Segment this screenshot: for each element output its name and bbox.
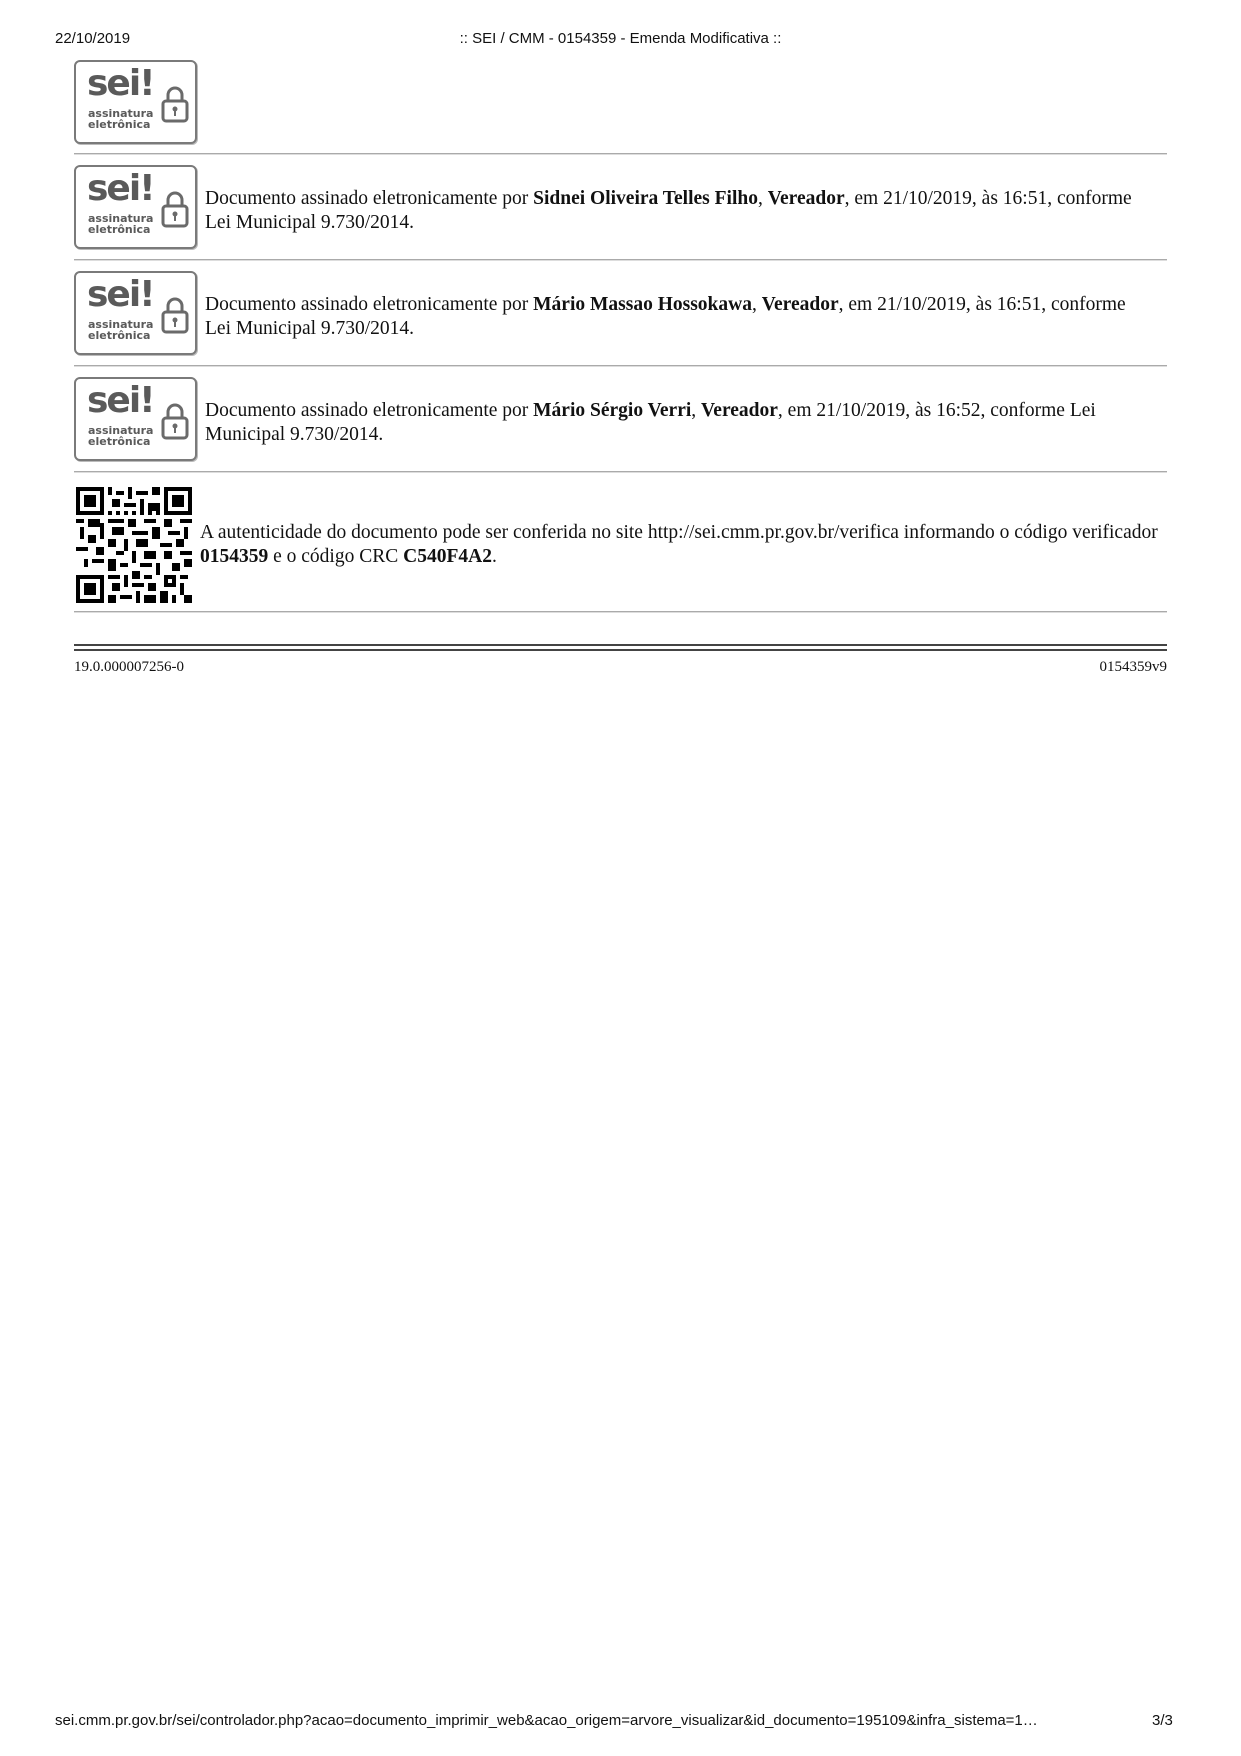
lock-icon — [160, 295, 190, 335]
verification-code: 0154359 — [200, 546, 269, 567]
signature-block-partial — [74, 60, 1167, 144]
signature-block — [74, 377, 1167, 461]
print-date: 22/10/2019 — [55, 30, 131, 47]
lock-icon — [160, 189, 190, 229]
footer-url: sei.cmm.pr.gov.br/sei/controlador.php?acao=documento_imprimir_web&acao_origem=arvore_visualizar&id_documento=195109&infra_sistema=1… — [55, 1712, 1038, 1729]
lock-icon — [160, 84, 190, 124]
separator — [74, 365, 1167, 366]
sei-logo: sei! — [87, 380, 154, 421]
separator — [74, 153, 1167, 154]
separator — [74, 259, 1167, 260]
verification-text: A autenticidade do documento pode ser conferida no site http://sei.cmm.pr.gov.br/verifica informando o código verificador 0154359 e o código CRC C540F4A2. — [200, 522, 1158, 567]
sei-seal-caption: assinatura eletrônica — [88, 318, 154, 342]
signer-role: Vereador — [701, 400, 778, 421]
sei-seal-caption: assinatura eletrônica — [88, 212, 154, 236]
sei-seal — [74, 271, 197, 355]
separator — [74, 471, 1167, 472]
separator — [74, 611, 1167, 612]
signature-text: Documento assinado eletronicamente por Mário Sérgio Verri, Vereador, em 21/10/2019, às 16:52, conforme Lei Municipal 9.730/2014. — [205, 400, 1096, 445]
sei-logo: sei! — [87, 63, 154, 104]
sei-seal — [74, 377, 197, 461]
verification-block — [74, 485, 1167, 605]
sei-seal-caption: assinatura eletrônica — [88, 107, 154, 131]
sei-logo: sei! — [87, 274, 154, 315]
lock-icon — [160, 401, 190, 441]
crc-code: C540F4A2 — [403, 546, 492, 567]
signer-role: Vereador — [767, 188, 845, 209]
signer-name: Mário Sérgio Verri — [533, 400, 692, 421]
document-version: 0154359v9 — [1099, 659, 1167, 675]
sei-seal — [74, 60, 197, 144]
signature-block — [74, 271, 1167, 355]
signature-text: Documento assinado eletronicamente por Mário Massao Hossokawa, Vereador, em 21/10/2019, às 16:51, conforme Lei Municipal 9.730/2014. — [205, 294, 1126, 339]
signer-name: Mário Massao Hossokawa — [533, 294, 752, 315]
sei-seal — [74, 165, 197, 249]
qr-code-icon — [76, 487, 192, 603]
double-rule — [74, 644, 1167, 651]
signature-text: Documento assinado eletronicamente por Sidnei Oliveira Telles Filho, Vereador, em 21/10/2019, às 16:51, conforme Lei Municipal 9.730/2014. — [205, 188, 1132, 233]
page-title: :: SEI / CMM - 0154359 - Emenda Modificativa :: — [459, 30, 782, 47]
page-number: 3/3 — [1152, 1712, 1173, 1729]
sei-logo: sei! — [87, 168, 154, 209]
signer-role: Vereador — [761, 294, 839, 315]
signature-block — [74, 165, 1167, 249]
signer-name: Sidnei Oliveira Telles Filho — [533, 188, 758, 209]
process-number: 19.0.000007256-0 — [74, 659, 184, 675]
sei-seal-caption: assinatura eletrônica — [88, 424, 154, 448]
